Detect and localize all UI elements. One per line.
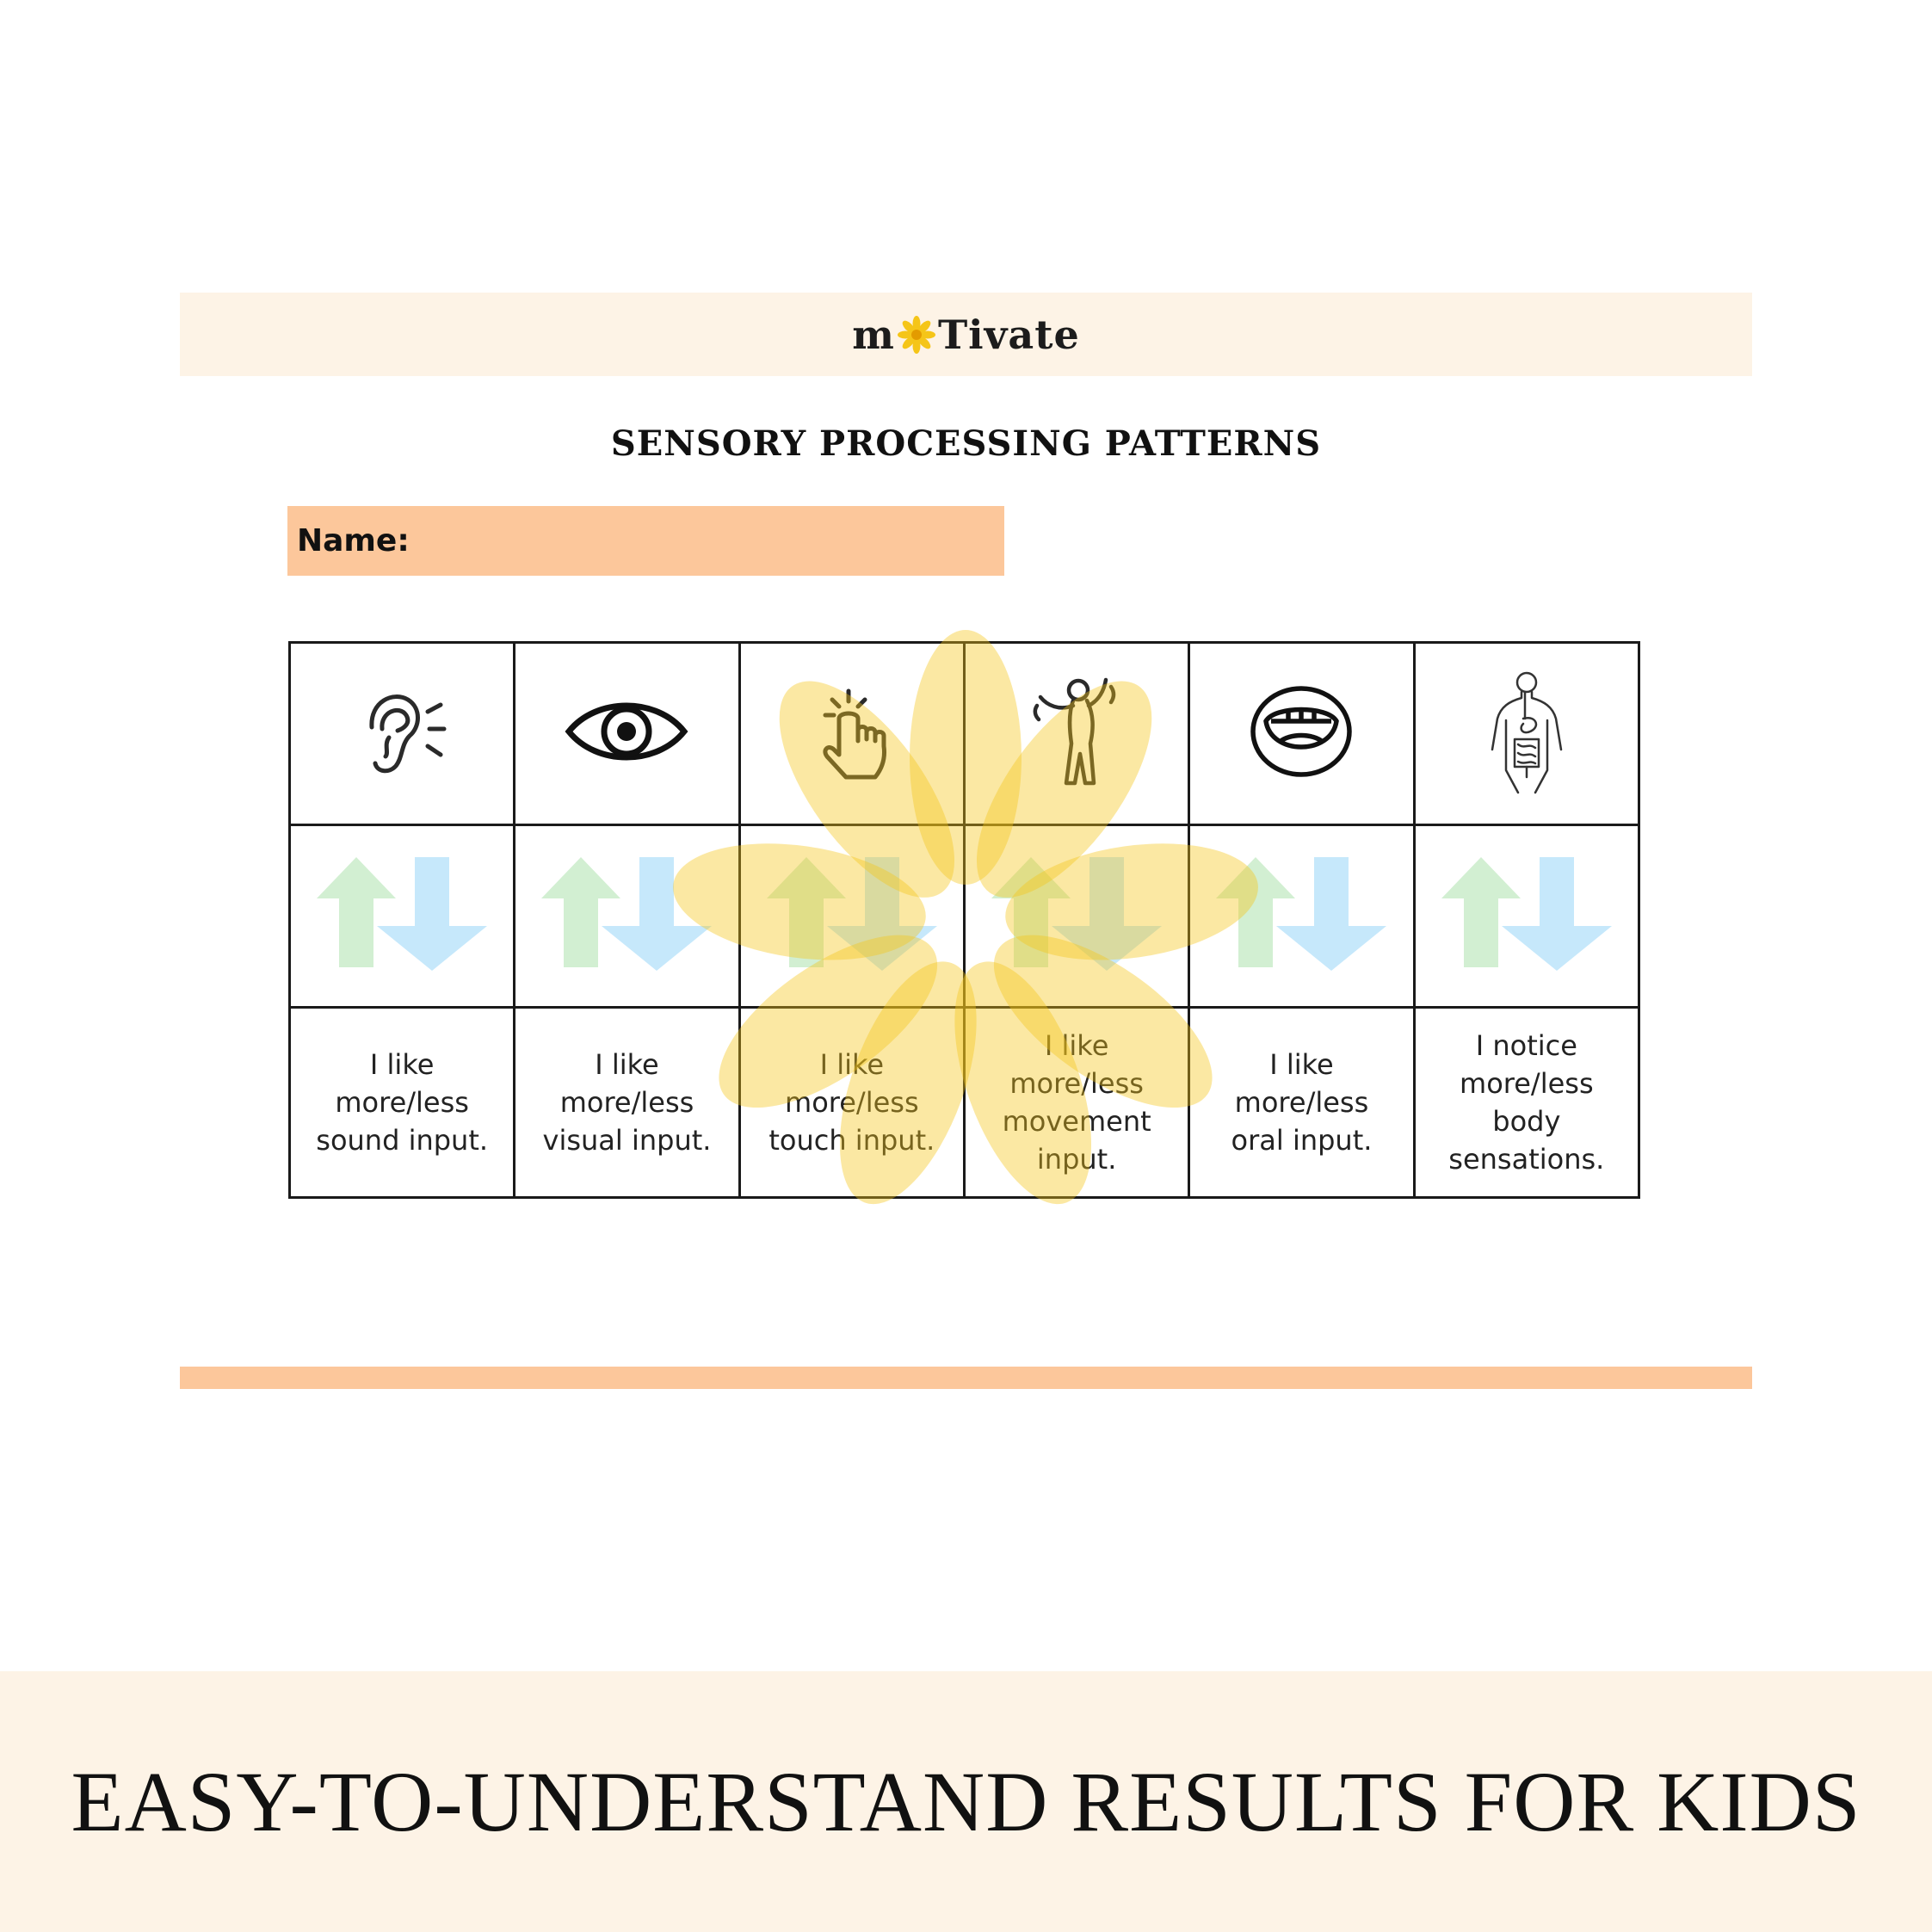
sound-icon-cell bbox=[290, 643, 515, 825]
visual-arrows-cell bbox=[515, 825, 739, 1008]
touch-arrows-cell bbox=[739, 825, 964, 1008]
movement-text-cell bbox=[964, 1008, 1188, 1198]
dancing-person-icon bbox=[1025, 671, 1128, 792]
body-text-cell bbox=[1414, 1008, 1639, 1198]
arrow-row bbox=[290, 825, 1639, 1008]
sensory-table bbox=[288, 641, 1640, 1199]
sense-text: I notice more/less body sensations. bbox=[1448, 1029, 1605, 1176]
oral-arrows-cell bbox=[1189, 825, 1414, 1008]
sense-text: I like more/less touch input. bbox=[768, 1048, 935, 1157]
text-row bbox=[290, 1008, 1639, 1198]
visual-text-cell bbox=[515, 1008, 739, 1198]
oral-icon-cell bbox=[1189, 643, 1414, 825]
icon-row bbox=[290, 643, 1639, 825]
up-down-arrows-icon bbox=[1436, 854, 1617, 974]
sound-text-cell bbox=[290, 1008, 515, 1198]
logo-text-right: Tivate bbox=[937, 311, 1080, 358]
eye-icon bbox=[562, 693, 691, 770]
page-title: SENSORY PROCESSING PATTERNS bbox=[610, 423, 1322, 464]
name-field[interactable] bbox=[287, 506, 1004, 576]
sound-arrows-cell bbox=[290, 825, 515, 1008]
sense-text: I like more/less movement input. bbox=[1002, 1029, 1151, 1176]
sense-text: I like more/less visual input. bbox=[542, 1048, 712, 1157]
logo-text-left: m bbox=[852, 311, 895, 358]
footer-divider bbox=[180, 1367, 1752, 1389]
digestive-body-icon bbox=[1484, 667, 1570, 796]
movement-arrows-cell bbox=[964, 825, 1188, 1008]
ear-icon bbox=[346, 676, 458, 787]
visual-icon-cell bbox=[515, 643, 739, 825]
up-down-arrows-icon bbox=[312, 854, 492, 974]
up-down-arrows-icon bbox=[762, 854, 942, 974]
touch-text-cell bbox=[739, 1008, 964, 1198]
name-label: Name: bbox=[297, 523, 410, 559]
sun-flower-icon bbox=[897, 315, 936, 355]
up-down-arrows-icon bbox=[536, 854, 717, 974]
touch-icon-cell bbox=[739, 643, 964, 825]
header-band bbox=[180, 293, 1752, 376]
bottom-caption: EASY-TO-UNDERSTAND RESULTS FOR KIDS bbox=[71, 1754, 1861, 1849]
caption-band bbox=[0, 1671, 1932, 1932]
pointing-hand-icon bbox=[796, 676, 908, 787]
oral-text-cell bbox=[1189, 1008, 1414, 1198]
up-down-arrows-icon bbox=[1211, 854, 1392, 974]
sense-text: I like more/less sound input. bbox=[316, 1048, 489, 1157]
sense-text: I like more/less oral input. bbox=[1231, 1048, 1373, 1157]
body-arrows-cell bbox=[1414, 825, 1639, 1008]
up-down-arrows-icon bbox=[986, 854, 1167, 974]
body-icon-cell bbox=[1414, 643, 1639, 825]
open-mouth-icon bbox=[1245, 680, 1357, 783]
movement-icon-cell bbox=[964, 643, 1188, 825]
brand-logo bbox=[852, 312, 1079, 358]
